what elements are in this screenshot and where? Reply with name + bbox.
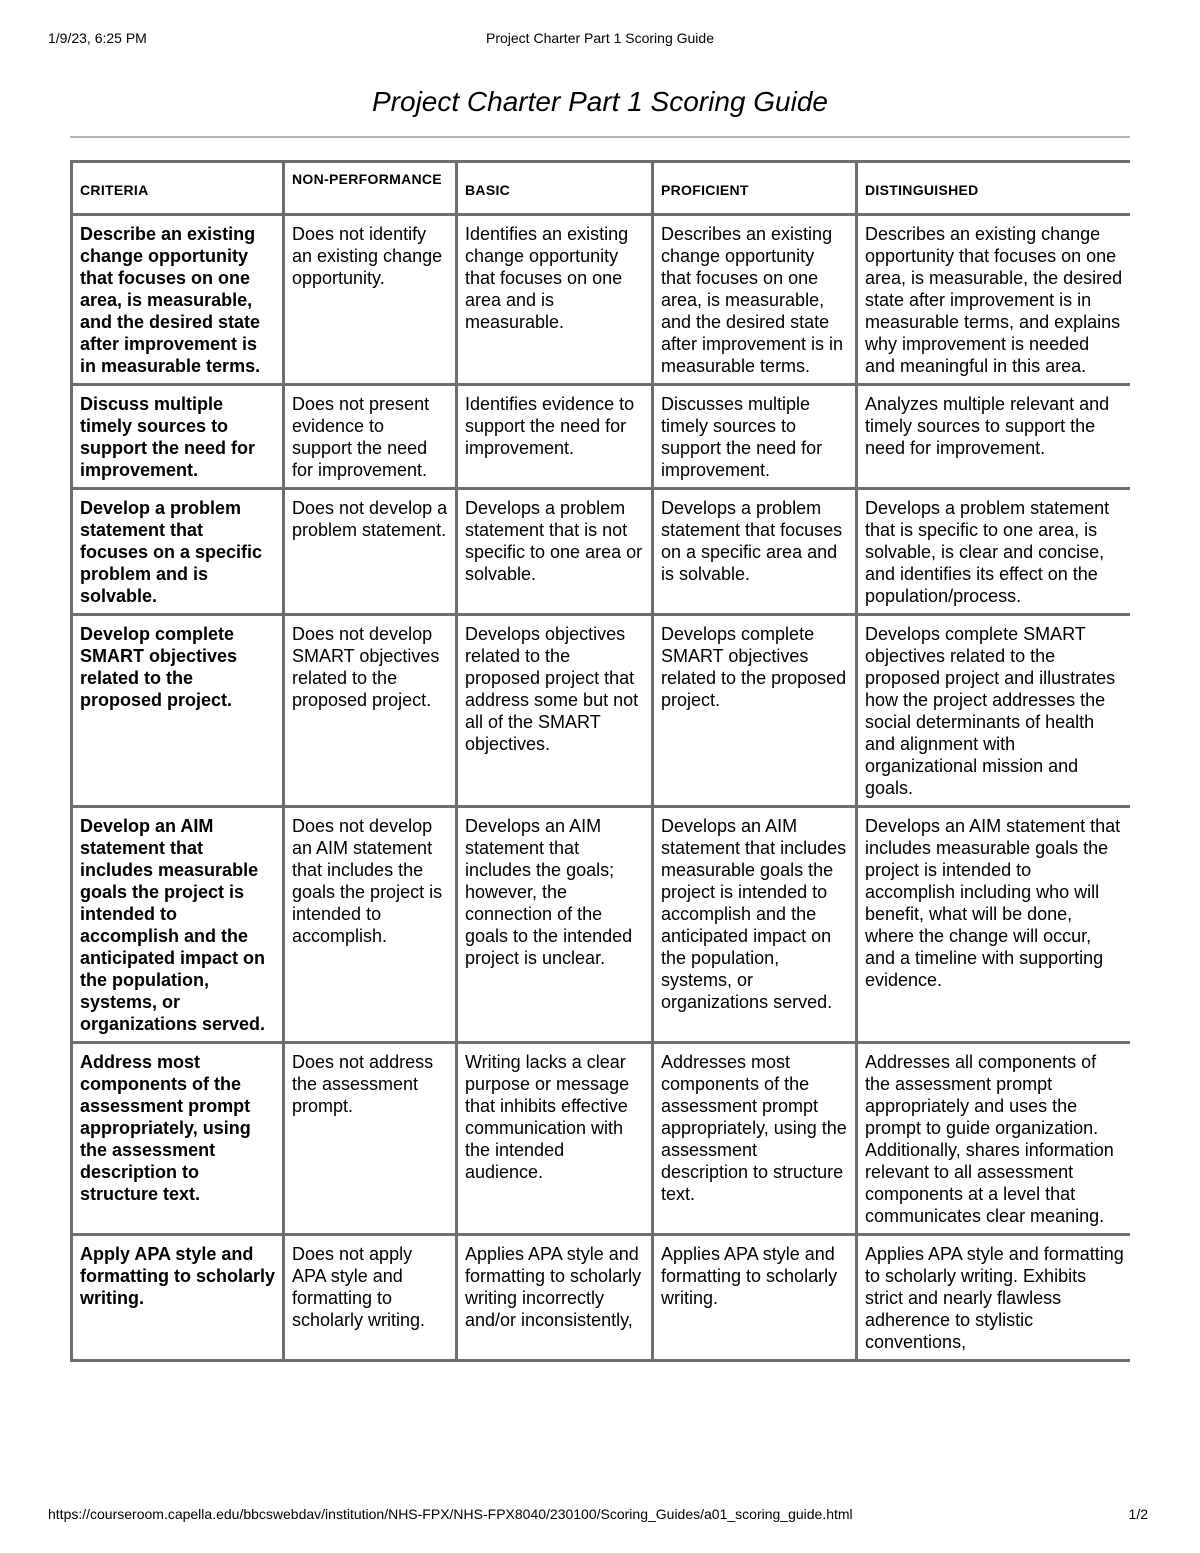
- table-row: [72, 215, 1131, 385]
- non-performance-cell: Does not develop SMART objectives related to the proposed project.: [284, 615, 457, 807]
- proficient-cell: Develops complete SMART objectives related to the proposed project.: [653, 615, 857, 807]
- non-performance-cell: Does not develop a problem statement.: [284, 489, 457, 615]
- table-row: [72, 1043, 1131, 1235]
- table-row: [72, 615, 1131, 807]
- non-performance-cell: Does not develop an AIM statement that includes the goals the project is intended to accomplish.: [284, 807, 457, 1043]
- basic-cell: Develops an AIM statement that includes the goals; however, the connection of the goals to the intended project is unclear.: [457, 807, 653, 1043]
- scoring-guide-table: [70, 160, 1130, 1362]
- table-row: [72, 807, 1131, 1043]
- document-title: Project Charter Part 1 Scoring Guide: [372, 86, 828, 117]
- criterion-cell: Develop complete SMART objectives related to the proposed project.: [72, 615, 284, 807]
- table-row: [72, 489, 1131, 615]
- header-proficient: PROFICIENT: [653, 162, 857, 215]
- basic-cell: Identifies evidence to support the need for improvement.: [457, 385, 653, 489]
- distinguished-cell: Applies APA style and formatting to scholarly writing. Exhibits strict and nearly flawless adherence to stylistic conventions,: [857, 1235, 1131, 1361]
- proficient-cell: Develops an AIM statement that includes measurable goals the project is intended to accomplish and the anticipated impact on the population, systems, or organizations served.: [653, 807, 857, 1043]
- header-basic: BASIC: [457, 162, 653, 215]
- print-page-title: Project Charter Part 1 Scoring Guide: [486, 30, 714, 46]
- table-header-row: [72, 162, 1131, 215]
- non-performance-cell: Does not apply APA style and formatting to scholarly writing.: [284, 1235, 457, 1361]
- criterion-cell: Discuss multiple timely sources to support the need for improvement.: [72, 385, 284, 489]
- criterion-cell: Develop a problem statement that focuses on a specific problem and is solvable.: [72, 489, 284, 615]
- distinguished-cell: Develops an AIM statement that includes measurable goals the project is intended to accomplish including who will benefit, what will be done, where the change will occur, and a timeline with supporting evidence.: [857, 807, 1131, 1043]
- basic-cell: Applies APA style and formatting to scholarly writing incorrectly and/or inconsistently,: [457, 1235, 653, 1361]
- criterion-cell: Address most components of the assessment prompt appropriately, using the assessment description to structure text.: [72, 1043, 284, 1235]
- basic-cell: Develops objectives related to the proposed project that address some but not all of the SMART objectives.: [457, 615, 653, 807]
- basic-cell: Develops a problem statement that is not specific to one area or solvable.: [457, 489, 653, 615]
- basic-cell: Writing lacks a clear purpose or message that inhibits effective communication with the intended audience.: [457, 1043, 653, 1235]
- page-number: 1/2: [1128, 1506, 1148, 1522]
- criterion-cell: Describe an existing change opportunity that focuses on one area, is measurable, and the desired state after improvement is in measurable terms.: [72, 215, 284, 385]
- criterion-cell: Apply APA style and formatting to scholarly writing.: [72, 1235, 284, 1361]
- criterion-cell: Develop an AIM statement that includes measurable goals the project is intended to accomplish and the anticipated impact on the population, systems, or organizations served.: [72, 807, 284, 1043]
- proficient-cell: Addresses most components of the assessment prompt appropriately, using the assessment description to structure text.: [653, 1043, 857, 1235]
- title-divider: [70, 136, 1130, 138]
- table-row: [72, 1235, 1131, 1361]
- non-performance-cell: Does not present evidence to support the need for improvement.: [284, 385, 457, 489]
- proficient-cell: Applies APA style and formatting to scholarly writing.: [653, 1235, 857, 1361]
- distinguished-cell: Describes an existing change opportunity that focuses on one area, is measurable, the desired state after improvement is in measurable terms, and explains why improvement is needed and meaningful in this area.: [857, 215, 1131, 385]
- print-header: [0, 30, 1200, 50]
- header-distinguished: DISTINGUISHED: [857, 162, 1131, 215]
- scoring-guide-table-container: [70, 160, 1130, 1482]
- proficient-cell: Develops a problem statement that focuses on a specific area and is solvable.: [653, 489, 857, 615]
- print-footer: [0, 1506, 1200, 1526]
- non-performance-cell: Does not identify an existing change opportunity.: [284, 215, 457, 385]
- non-performance-cell: Does not address the assessment prompt.: [284, 1043, 457, 1235]
- basic-cell: Identifies an existing change opportunity that focuses on one area and is measurable.: [457, 215, 653, 385]
- table-row: [72, 385, 1131, 489]
- distinguished-cell: Develops a problem statement that is specific to one area, is solvable, is clear and concise, and identifies its effect on the population/process.: [857, 489, 1131, 615]
- proficient-cell: Discusses multiple timely sources to support the need for improvement.: [653, 385, 857, 489]
- proficient-cell: Describes an existing change opportunity that focuses on one area, is measurable, and the desired state after improvement is in measurable terms.: [653, 215, 857, 385]
- distinguished-cell: Develops complete SMART objectives related to the proposed project and illustrates how the project addresses the social determinants of health and alignment with organizational mission and goals.: [857, 615, 1131, 807]
- print-datetime: 1/9/23, 6:25 PM: [48, 30, 147, 46]
- distinguished-cell: Analyzes multiple relevant and timely sources to support the need for improvement.: [857, 385, 1131, 489]
- distinguished-cell: Addresses all components of the assessment prompt appropriately and uses the prompt to guide organization. Additionally, shares information relevant to all assessment components at a level that communicates clear meaning.: [857, 1043, 1131, 1235]
- header-non-performance: NON-PERFORMANCE: [284, 162, 457, 215]
- page-url: https://courseroom.capella.edu/bbcswebdav/institution/NHS-FPX/NHS-FPX8040/230100/Scoring_Guides/a01_scoring_guide.html: [48, 1506, 853, 1522]
- header-criteria: CRITERIA: [72, 162, 284, 215]
